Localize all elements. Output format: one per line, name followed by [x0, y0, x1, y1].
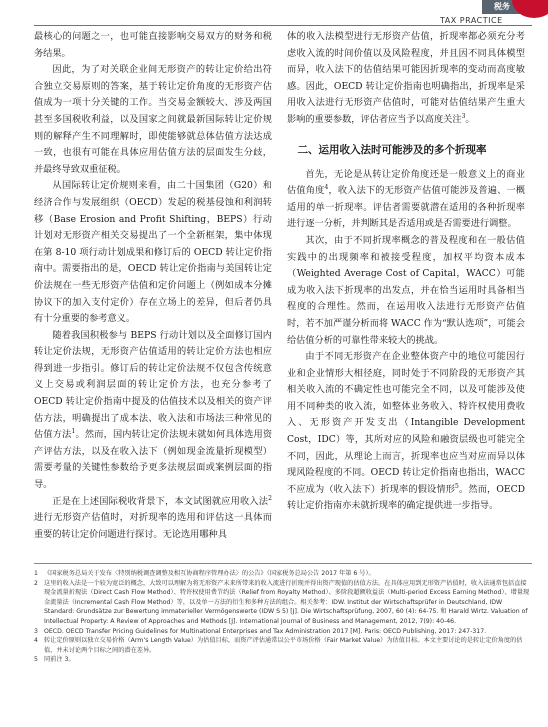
- footnote-ref[interactable]: 5: [455, 482, 459, 490]
- footnote: [34, 579, 532, 627]
- left-column: [34, 29, 272, 543]
- right-column: [287, 29, 525, 515]
- header-rule: [34, 25, 532, 26]
- page-header: [0, 0, 548, 26]
- footnote: [34, 636, 532, 655]
- paragraph: 随着我国积极参与 BEPS 行动计划以及全面修订国内转让定价法规，无形资产估值适用的转让定价方法也相应得到进一步指引。修订后的转让定价法规不仅包含传统意义上交易或利润层面的转让定价方法，也充分参考了 OECD 转让定价指南中提及的估值技术以及相关的资产评估方法，明确提出了成本法、收入法和市场法三种常见的估值方法$^1$。然而，国内转让定价法规未就如何具体选用资产评估方法，以及在收入法下（例如现金流量折现模型）需要考量的关键性参数给予更多法规层面或案例层面的指导。: [34, 329, 273, 491]
- paragraph: 因此，为了对关联企业间无形资产的转让定价给出符合独立交易原则的答案，基于转让定价角度的无形资产估值成为一项十分关键的工作。当交易金额较大、涉及两国甚至多国税收利益，以及国家之间就最新国际转让定价规则的解释产生不同理解时，即使能够就总体估值方法达成一致，也很有可能在具体应用估值方法的层面发生分歧，并最终导致双重征税。: [34, 64, 272, 175]
- footnote: [34, 627, 532, 637]
- section-heading: 二、运用收入法时可能涉及的多个折现率: [297, 143, 487, 156]
- footnote: [34, 569, 532, 579]
- footnote-divider: [34, 563, 532, 564]
- footnote-number: 5: [34, 656, 38, 664]
- footnote-text: 《国家税务总局关于发布〈特别纳税调查调整及相互协商程序管理办法〉的公告》（国家税务总局公告 2017 年第 6 号）。: [44, 570, 375, 577]
- footnote-number: 1: [34, 570, 38, 577]
- footnote-number: 2: [34, 579, 38, 587]
- paragraph: 首先，无论是从转让定价角度还是一般意义上的商业估值角度$^4$，收入法下的无形资产估值可能涉及普遍、一概适用的单一折现率。评估者需要就潜在适用的各种折现率进行逐一分析，并判断其是否适用或是否需要进行调整。: [287, 168, 526, 230]
- footnotes: [34, 569, 532, 665]
- paragraph: 其次，由于不同折现率概念的普及程度和在一般估值实践中的出现频率和被接受程度，加权平均资本成本（Weighted Average Cost of Capital，WACC）可能成为收入法下折现率的出发点，并在恰当运用时具备相当程度的合理性。然而，在运用收入法进行无形资产估值时，若不加严谨分析而将 WACC 作为“默认选项”，可能会给估值分析的可靠性带来较大的挑战。: [287, 234, 525, 346]
- footnote-number: 4: [34, 637, 38, 645]
- footnote-text: 这里的收入法是一个较为宽泛的概念，大致可以理解为将无形资产未来所带来的收入流进行折现并得出资产现值的估值方法。在具体应用到无形资产估值时，收入法通常包括直接现金流量折现法（Direct Cash Flow Method）、特许权使用费节约法（Relief from Royalty Method）、多阶段超额收益法（Multi-period Excess Earning Method）、增量现金流量法（Incremental Cash Flow Method）等，以及单一方法的衍生和多种方法的组合。相关参考：IDW. Institut der Wirtschaftsprüfer in Deutschland, IDW Standard: Grundsätze zur Bewertung immaterieller Vermögenswerte (IDW S 5) [J]. Die Wirtschaftsprüfung, 2007, 60 (4): 64-75. 和 Harald Wirtz. Valuation of Intellectual Property: A Review of Approaches and Methods [J]. International Journal of Business and Management, 2012, 7(9): 40-46.: [44, 579, 530, 625]
- paragraph: 体的收入法模型进行无形资产估值，折现率都必须充分考虑收入流的时间价值以及风险程度，并且因不同具体模型而异，收入法下的估值结果可能因折现率的变动而高度敏感。因此，OECD 转让定价指南也明确指出，折现率是采用收入法进行无形资产估值时，可能对估值结果产生重大影响的重要参数，评估者应当予以高度关注$^3$。: [287, 31, 525, 125]
- section-title: TAX PRACTICE: [440, 16, 503, 25]
- footnote-text: OECD. OECD Transfer Pricing Guidelines for Multinational Enterprises and Tax Administration 2017 [M]. Paris: OECD Publishing, 2017: 247-317.: [44, 627, 487, 635]
- footnote-text: 转让定价原则以独立交易价格（Arm’s Length Value）为估值目标，而资产评估通常以公平市场价格（Fair Market Value）为估值目标。本文主要讨论的是转让定价角度的估值，并未讨论两个目标之间的潜在差异。: [44, 637, 523, 654]
- magazine-logo: 税务: [482, 0, 522, 14]
- footnote-ref[interactable]: 2: [268, 494, 272, 502]
- footnote-text: 同前注 3。: [44, 656, 75, 664]
- footnote-ref[interactable]: 4: [324, 184, 329, 192]
- footnote-ref[interactable]: 3: [461, 112, 466, 120]
- footnote: [34, 655, 532, 665]
- paragraph: 从国际转让定价规则来看，由二十国集团（G20）和经济合作与发展组织（OECD）发起的税基侵蚀和利润转移（Base Erosion and Profit Shifting，BEPS）行动计划对无形资产相关交易提出了一个全新框架，集中体现在第 8-10 项行动计划成果和修订后的 OECD 转让定价指南中。需要指出的是，OECD 转让定价指南与美国转让定价法规在一些无形资产估值和定价问题上（例如成本分摊协议下的加入支付定价）存在立场上的差异，但后者仍具有十分重要的参考意义。: [34, 180, 272, 325]
- footnote-ref[interactable]: 1: [71, 428, 76, 436]
- red-circle-badge-icon: [512, 0, 548, 18]
- paragraph: 正是在上述国际税收背景下，本文试图就应用收入法$^2$进行无形资产估值时，对折现率的选用和评估这一具体而重要的转让定价问题进行探讨。无论选用哪种具: [34, 494, 272, 540]
- paragraph: 最核心的问题之一，也可能直接影响交易双方的财务和税务结果。: [34, 31, 272, 59]
- footnote-number: 3: [34, 627, 38, 635]
- paragraph: 由于不同无形资产在企业整体资产中的地位可能因行业和企业情形大相径庭，同时处于不同阶段的无形资产其相关收入流的不确定性也可能完全不同，以及可能涉及使用不同种类的收入流，如整体业务收入、特许权使用费收入、无形资产开发支出（Intangible Development Cost，IDC）等，其所对应的风险和融资层级也可能完全不同，因此，从理论上而言，折现率也应当对应而异以体现风险程度的不同。OECD 转让定价指南也指出，WACC 不应成为（收入法下）折现率的假设情形$^5$。然而，OECD 转让定价指南亦未就折现率的确定提供进一步指导。: [287, 351, 526, 512]
